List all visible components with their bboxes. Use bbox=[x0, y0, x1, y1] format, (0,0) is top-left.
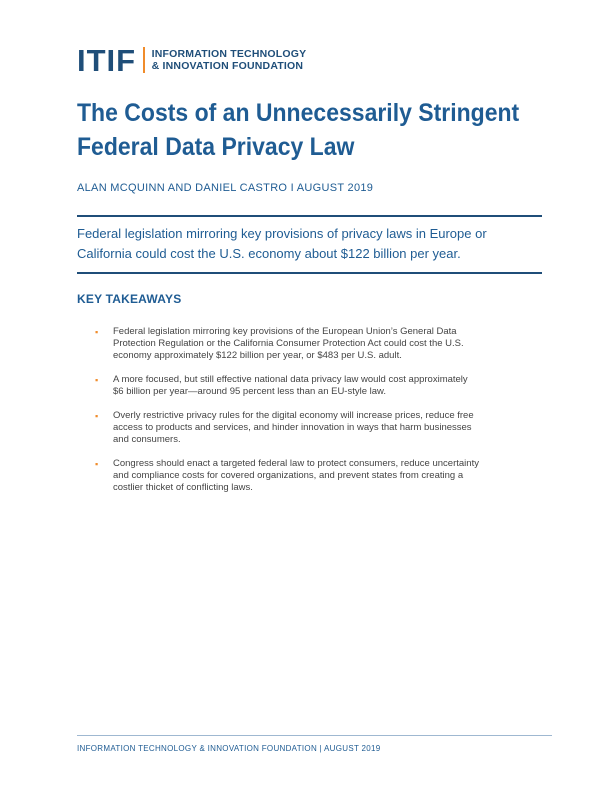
summary-line-2: California could cost the U.S. economy about $122 billion per year. bbox=[77, 246, 461, 261]
summary-top-rule bbox=[77, 215, 542, 217]
summary-line-1: Federal legislation mirroring key provisions of privacy laws in Europe or bbox=[77, 226, 487, 241]
bullet-icon: ▪ bbox=[95, 459, 99, 469]
takeaway-line: Congress should enact a targeted federal law to protect consumers, reduce uncertainty bbox=[113, 458, 479, 469]
takeaway-line: A more focused, but still effective national data privacy law would cost approximately bbox=[113, 374, 468, 385]
logo-divider bbox=[143, 47, 145, 73]
byline: ALAN MCQUINN AND DANIEL CASTRO I AUGUST 2019 bbox=[77, 182, 374, 194]
key-takeaways-heading: KEY TAKEAWAYS bbox=[77, 292, 182, 306]
takeaway-line: and compliance costs for covered organizations, and prevent states from creating a bbox=[113, 470, 464, 481]
takeaway-line: Overly restrictive privacy rules for the digital economy will increase prices, reduce free bbox=[113, 410, 474, 421]
logo-wordmark bbox=[152, 48, 307, 72]
logo-mark: ITIF bbox=[77, 42, 137, 78]
takeaway-line: $6 billion per year—around 95 percent less than an EU-style law. bbox=[113, 386, 387, 397]
takeaway-line: access to products and services, and hinder innovation in ways that harm businesses bbox=[113, 422, 472, 433]
bullet-icon: ▪ bbox=[95, 327, 99, 337]
report-title bbox=[77, 96, 519, 164]
logo-line-1: INFORMATION TECHNOLOGY bbox=[151, 48, 307, 60]
takeaway-item bbox=[95, 326, 545, 362]
takeaway-item bbox=[95, 410, 545, 446]
takeaway-line: Protection Regulation or the California Consumer Protection Act could cost the U.S. bbox=[113, 338, 464, 349]
takeaway-line: economy approximately $122 billion per year, or $483 per U.S. adult. bbox=[113, 350, 402, 361]
logo-line-2: & INNOVATION FOUNDATION bbox=[151, 60, 304, 72]
page-footer: INFORMATION TECHNOLOGY & INNOVATION FOUNDATION | AUGUST 2019 bbox=[77, 744, 381, 753]
takeaway-line: costlier thicket of conflicting laws. bbox=[113, 482, 253, 493]
bullet-icon: ▪ bbox=[95, 375, 99, 385]
summary-bottom-rule bbox=[77, 272, 542, 274]
summary bbox=[77, 224, 542, 264]
title-line-1: The Costs of an Unnecessarily Stringent bbox=[77, 99, 520, 127]
takeaway-line: and consumers. bbox=[113, 434, 181, 445]
itif-logo bbox=[77, 44, 306, 76]
bullet-icon: ▪ bbox=[95, 411, 99, 421]
key-takeaways-list bbox=[95, 326, 545, 506]
title-line-2: Federal Data Privacy Law bbox=[77, 133, 355, 161]
footer-rule bbox=[77, 735, 552, 736]
takeaway-item bbox=[95, 374, 545, 398]
takeaway-line: Federal legislation mirroring key provisions of the European Union’s General Data bbox=[113, 326, 457, 337]
takeaway-item bbox=[95, 458, 545, 494]
